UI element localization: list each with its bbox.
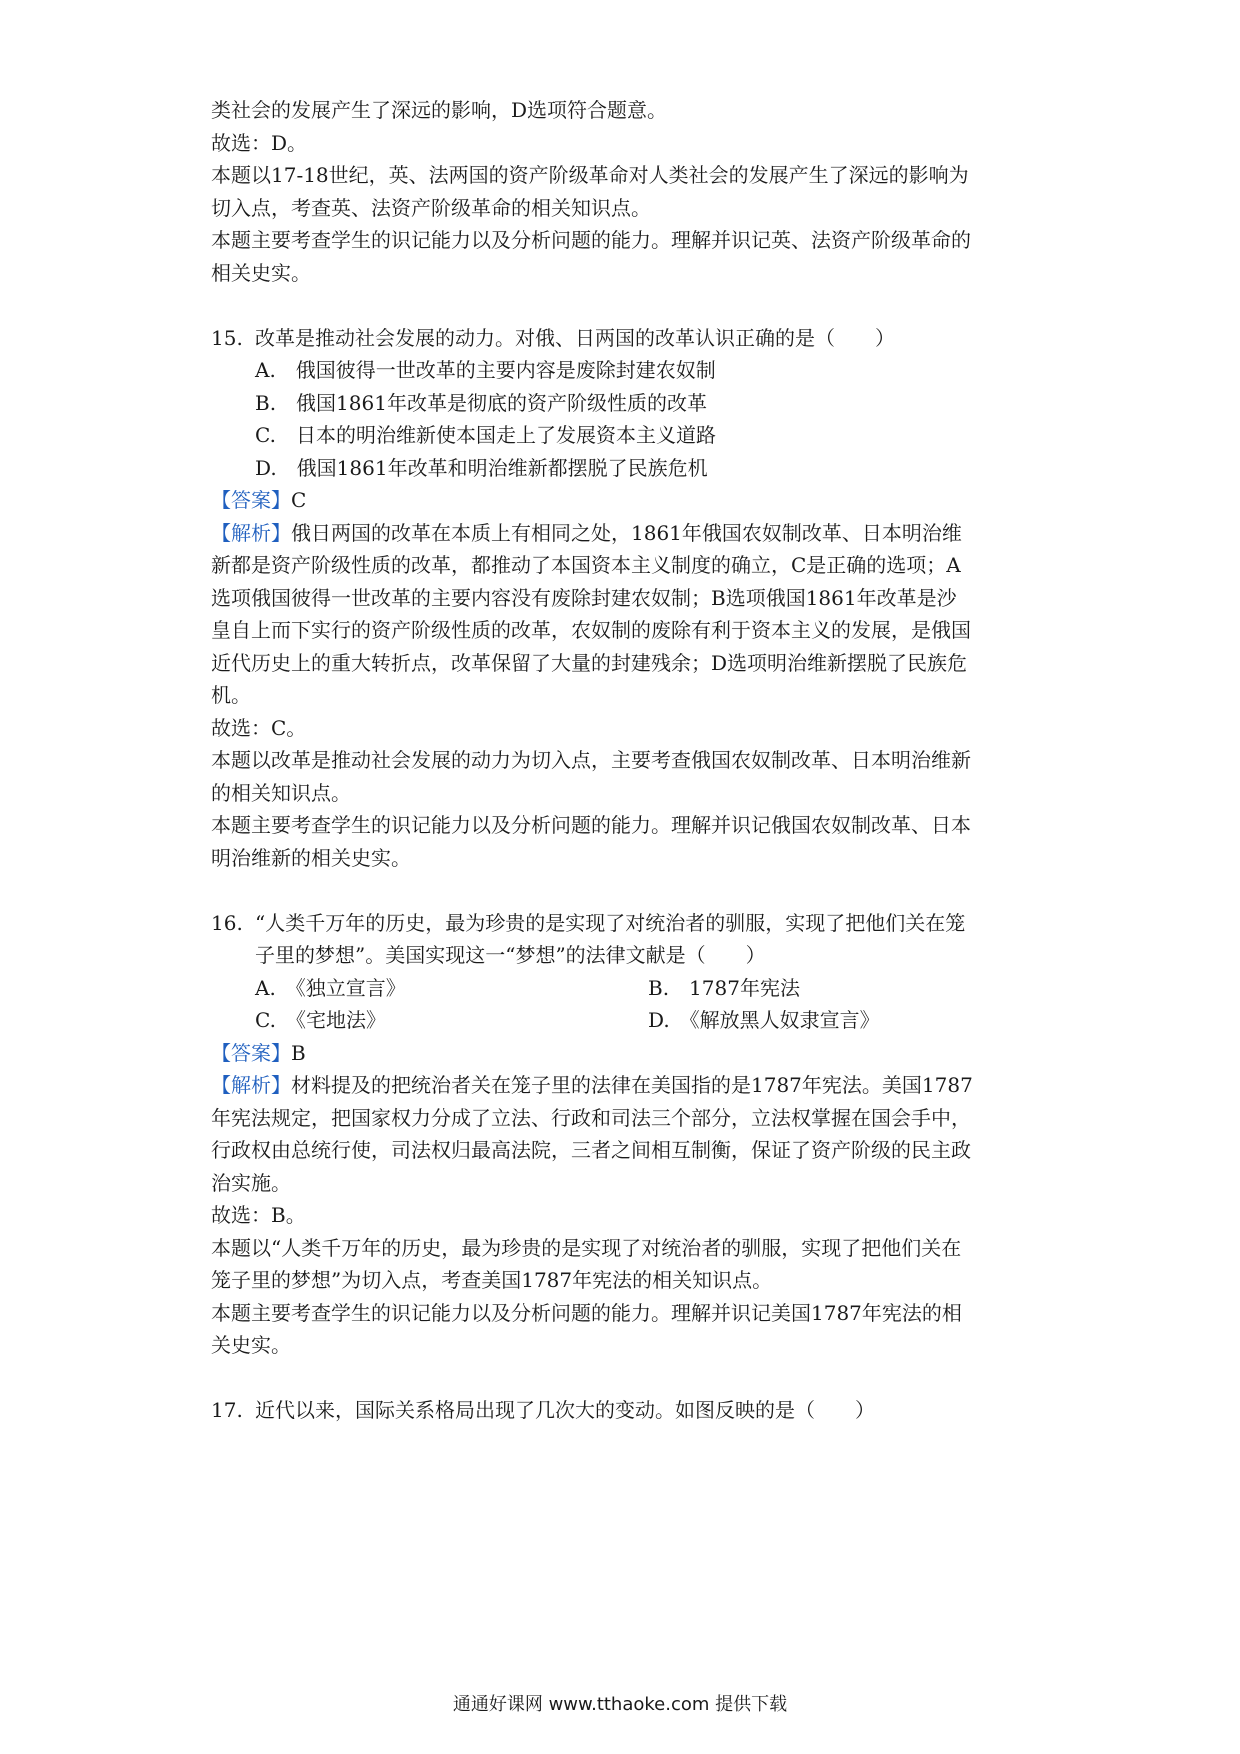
option-d: D. 俄国1861年改革和明治维新都摆脱了民族危机	[255, 455, 708, 480]
option-row	[211, 972, 1041, 1005]
spacer	[211, 1362, 1041, 1395]
spacer	[211, 289, 1041, 322]
option-c: C. 日本的明治维新使本国走上了发展资本主义道路	[255, 423, 716, 447]
question-16	[211, 907, 1041, 1362]
answer-line	[211, 1037, 1041, 1070]
spacer	[211, 874, 1041, 907]
question-text: “人类千万年的历史，最为珍贵的是实现了对统治者的驯服，实现了把他们关在笼	[255, 910, 966, 935]
analysis-line: 选项俄国彼得一世改革的主要内容没有废除封建农奴制；B选项俄国1861年改革是沙	[211, 585, 957, 610]
answer-value: B	[291, 1040, 306, 1065]
analysis-line: 新都是资产阶级性质的改革，都推动了本国资本主义制度的确立，C是正确的选项；A	[211, 553, 961, 577]
intro-line: 切入点，考查英、法资产阶级革命的相关知识点。	[211, 195, 651, 220]
analysis-tag: 【解析】	[211, 520, 291, 545]
analysis-line: 本题主要考查学生的识记能力以及分析问题的能力。理解并识记俄国农奴制改革、日本	[211, 813, 971, 837]
analysis-tag: 【解析】	[211, 1073, 291, 1097]
question-number: 16.	[211, 910, 243, 935]
question-number: 17.	[211, 1398, 243, 1422]
question-text: 近代以来，国际关系格局出现了几次大的变动。如图反映的是（ ）	[255, 1398, 875, 1422]
question-stem	[211, 1394, 1041, 1427]
analysis-line: 关史实。	[211, 1333, 291, 1357]
option-a: A. 俄国彼得一世改革的主要内容是废除封建农奴制	[255, 358, 716, 382]
intro-line: 类社会的发展产生了深远的影响，D选项符合题意。	[211, 98, 668, 122]
analysis-line: 皇自上而下实行的资产阶级性质的改革，农奴制的废除有利于资本主义的发展，是俄国	[211, 618, 971, 642]
analysis-text: 俄日两国的改革在本质上有相同之处，1861年俄国农奴制改革、日本明治维	[291, 520, 962, 545]
option-b: B. 俄国1861年改革是彻底的资产阶级性质的改革	[255, 390, 707, 415]
intro-line: 故选：D。	[211, 130, 308, 155]
question-15	[211, 322, 1041, 875]
intro-line: 本题主要考查学生的识记能力以及分析问题的能力。理解并识记英、法资产阶级革命的	[211, 228, 971, 252]
option-b: B. 1787年宪法	[648, 975, 800, 1000]
analysis-line	[211, 517, 1041, 550]
option-a: A. 《独立宣言》	[255, 975, 406, 1000]
analysis-line: 明治维新的相关史实。	[211, 845, 411, 870]
analysis-line: 年宪法规定，把国家权力分成了立法、行政和司法三个部分，立法权掌握在国会手中，	[211, 1105, 971, 1130]
answer-tag: 【答案】	[211, 1040, 291, 1065]
analysis-line: 近代历史上的重大转折点，改革保留了大量的封建残余；D选项明治维新摆脱了民族危	[211, 650, 968, 675]
analysis-line: 笼子里的梦想”为切入点，考查美国1787年宪法的相关知识点。	[211, 1268, 773, 1292]
analysis-line: 故选：B。	[211, 1203, 306, 1227]
intro-line: 本题以17-18世纪，英、法两国的资产阶级革命对人类社会的发展产生了深远的影响为	[211, 163, 969, 187]
analysis-line: 故选：C。	[211, 715, 307, 740]
analysis-line: 本题以“人类千万年的历史，最为珍贵的是实现了对统治者的驯服，实现了把他们关在	[211, 1235, 962, 1260]
analysis-line: 行政权由总统行使，司法权归最高法院，三者之间相互制衡，保证了资产阶级的民主政	[211, 1138, 971, 1162]
analysis-line: 本题主要考查学生的识记能力以及分析问题的能力。理解并识记美国1787年宪法的相	[211, 1300, 962, 1325]
question-text-continued: 子里的梦想”。美国实现这一“梦想”的法律文献是（ ）	[255, 943, 766, 967]
question-17	[211, 1394, 1041, 1427]
intro-section	[211, 94, 1041, 289]
footer-text: 通通好课网 www.tthaoke.com 提供下载	[452, 1694, 788, 1715]
analysis-line: 本题以改革是推动社会发展的动力为切入点，主要考查俄国农奴制改革、日本明治维新	[211, 748, 971, 772]
answer-line	[211, 484, 1041, 517]
question-text: 改革是推动社会发展的动力。对俄、日两国的改革认识正确的是（ ）	[255, 325, 895, 350]
option-d: D. 《解放黑人奴隶宣言》	[648, 1008, 880, 1032]
analysis-line	[211, 1069, 1041, 1102]
analysis-line: 机。	[211, 683, 251, 707]
question-number: 15.	[211, 325, 243, 350]
answer-tag: 【答案】	[211, 488, 291, 512]
answer-value: C	[291, 488, 307, 512]
analysis-line: 的相关知识点。	[211, 780, 351, 805]
page-content	[211, 94, 1041, 1427]
analysis-text: 材料提及的把统治者关在笼子里的法律在美国指的是1787年宪法。美国1787	[291, 1073, 973, 1097]
intro-line: 相关史实。	[211, 260, 311, 285]
analysis-line: 治实施。	[211, 1170, 291, 1195]
option-row	[211, 1004, 1041, 1037]
question-stem	[211, 322, 1041, 355]
question-stem	[211, 907, 1041, 940]
page-footer	[0, 1690, 1240, 1716]
option-c: C. 《宅地法》	[255, 1008, 386, 1032]
